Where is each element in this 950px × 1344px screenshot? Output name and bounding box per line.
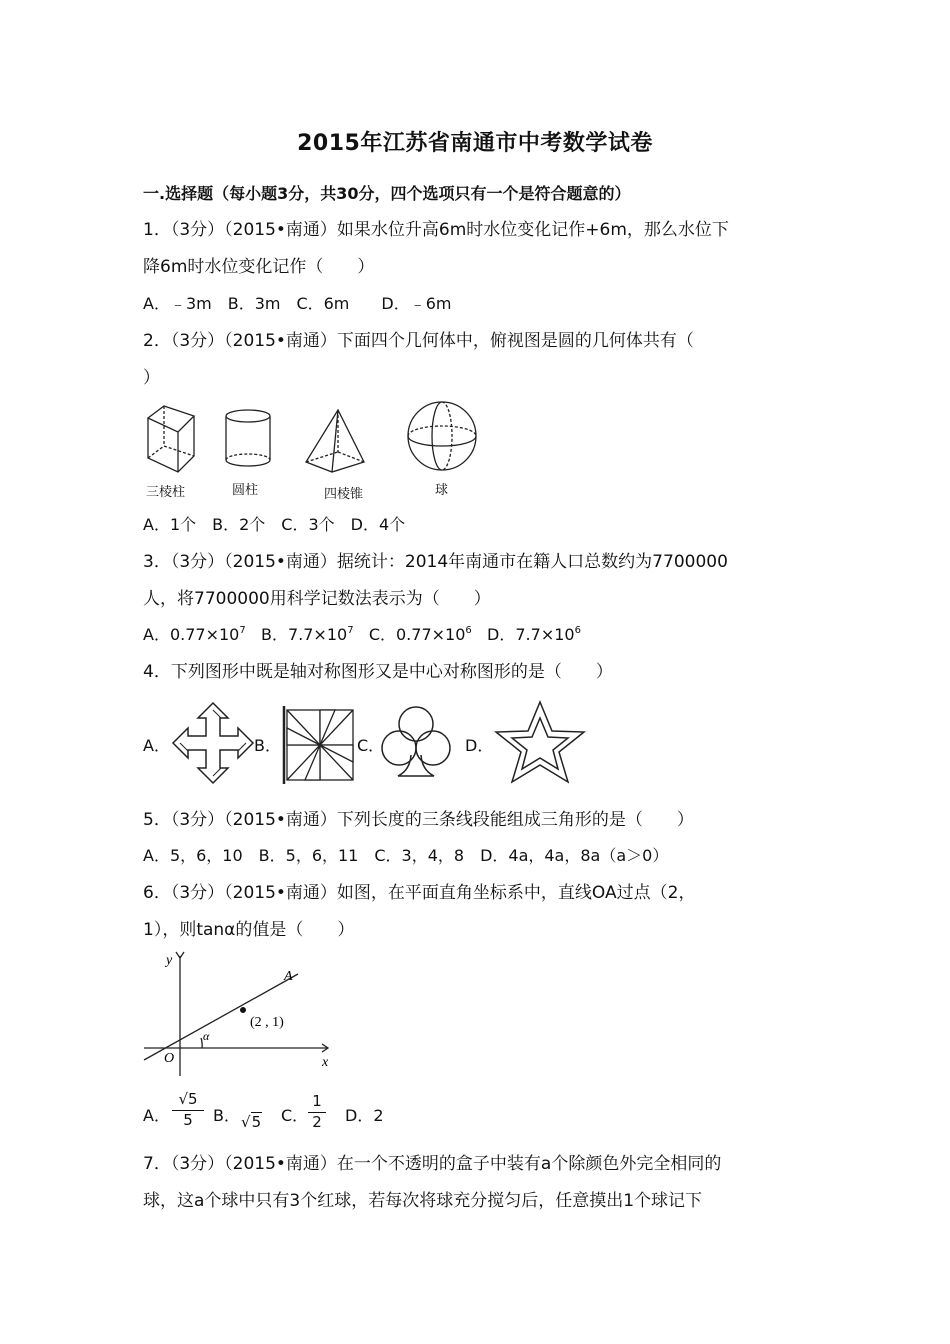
q4-label-c: C． [357,736,385,755]
point-coord-label: (2 , 1) [250,1015,284,1030]
q6-option-d-label: D．2 [345,1106,384,1125]
q5-line1: 5．（3分）（2015•南通）下列长度的三条线段能组成三角形的是（ ） [143,810,694,830]
fraction-denominator: 2 [308,1112,326,1131]
point-a-label: A [284,969,293,984]
q6-line2: 1），则tanα的值是（ ） [143,920,355,940]
q1-line2: 降6m时水位变化记作（ ） [143,257,375,277]
shape-label-pyramid: 四棱锥 [324,487,364,502]
q6-option-a-fraction [172,1090,204,1129]
point-marker [240,1007,246,1013]
origin-label: O [164,1051,175,1066]
cylinder-icon [226,410,270,466]
q1-options: A．﹣3m B．3m C．6m D．﹣6m [143,294,452,313]
fraction-numerator: 1 [312,1092,322,1110]
club-icon [382,707,450,776]
q5-options: A．5，6，10 B．5，6，11 C．3，4，8 D．4a，4a，8a（a＞0） [143,846,669,865]
page-title: 2015年江苏省南通市中考数学试卷 [297,131,653,156]
q6-line1: 6．（3分）（2015•南通）如图，在平面直角坐标系中，直线OA过点（2， [143,883,696,903]
q1-line1: 1．（3分）（2015•南通）如果水位升高6m时水位变化记作+6m，那么水位下 [143,220,729,240]
y-axis-arrow [176,952,184,958]
q3-line1: 3．（3分）（2015•南通）据统计：2014年南通市在籍人口总数约为7700000 [143,552,728,572]
q3-options [143,624,581,646]
shape-label-cylinder: 圆柱 [232,483,259,498]
fraction-denominator: 5 [172,1110,204,1129]
y-label: y [166,953,173,968]
q3-option-c: C．$0.77\times 10^6$ [368,625,472,644]
q2-line2: ） [143,368,160,388]
alpha-arc [201,1038,202,1048]
section-heading: 一.选择题（每小题3分，共30分，四个选项只有一个是符合题意的） [143,184,631,203]
q3-option-a: A．$0.77\times 10^7$ [143,625,246,644]
q2-options: A．1个 B．2个 C．3个 D．4个 [143,515,406,534]
q3-option-d: D．$7.7\times 10^6$ [487,625,581,644]
fraction-numerator: √5 [178,1090,198,1108]
q4-label-a: A． [143,736,170,755]
q6-option-c-label: C． [281,1106,309,1125]
q6-option-c-fraction [308,1092,326,1131]
q6-option-a-label: A． [143,1106,170,1125]
q3-line2: 人，将7700000用科学记数法表示为（ ） [143,589,491,609]
q7-line1: 7．（3分）（2015•南通）在一个不透明的盒子中装有a个除颜色外完全相同的 [143,1154,722,1174]
q4-figures [170,700,590,786]
q6-option-b-sqrt: √5 [241,1113,262,1131]
q6-option-b-label: B． [213,1106,240,1125]
coordinate-graph [140,948,340,1080]
q4-label-b: B． [254,736,281,755]
pinwheel-icon [284,706,353,784]
q4-line1: 4．下列图形中既是轴对称图形又是中心对称图形的是（ ） [143,662,613,682]
q7-line2: 球，这a个球中只有3个红球，若每次将球充分搅匀后，任意摸出1个球记下 [143,1191,703,1211]
shape-label-sphere: 球 [435,483,449,498]
triangular-prism-icon [148,406,194,472]
q2-line1: 2．（3分）（2015•南通）下面四个几何体中，俯视图是圆的几何体共有（ [143,331,694,351]
x-label: x [322,1055,329,1070]
four-arrow-icon [173,703,253,783]
alpha-label: α [203,1029,210,1043]
sphere-icon [408,402,476,470]
square-pyramid-icon [306,410,364,472]
q4-label-d: D． [465,736,494,755]
shape-label-prism: 三棱柱 [146,485,186,500]
star-icon [496,702,584,782]
q3-option-b: B．$7.7\times 10^7$ [260,625,354,644]
